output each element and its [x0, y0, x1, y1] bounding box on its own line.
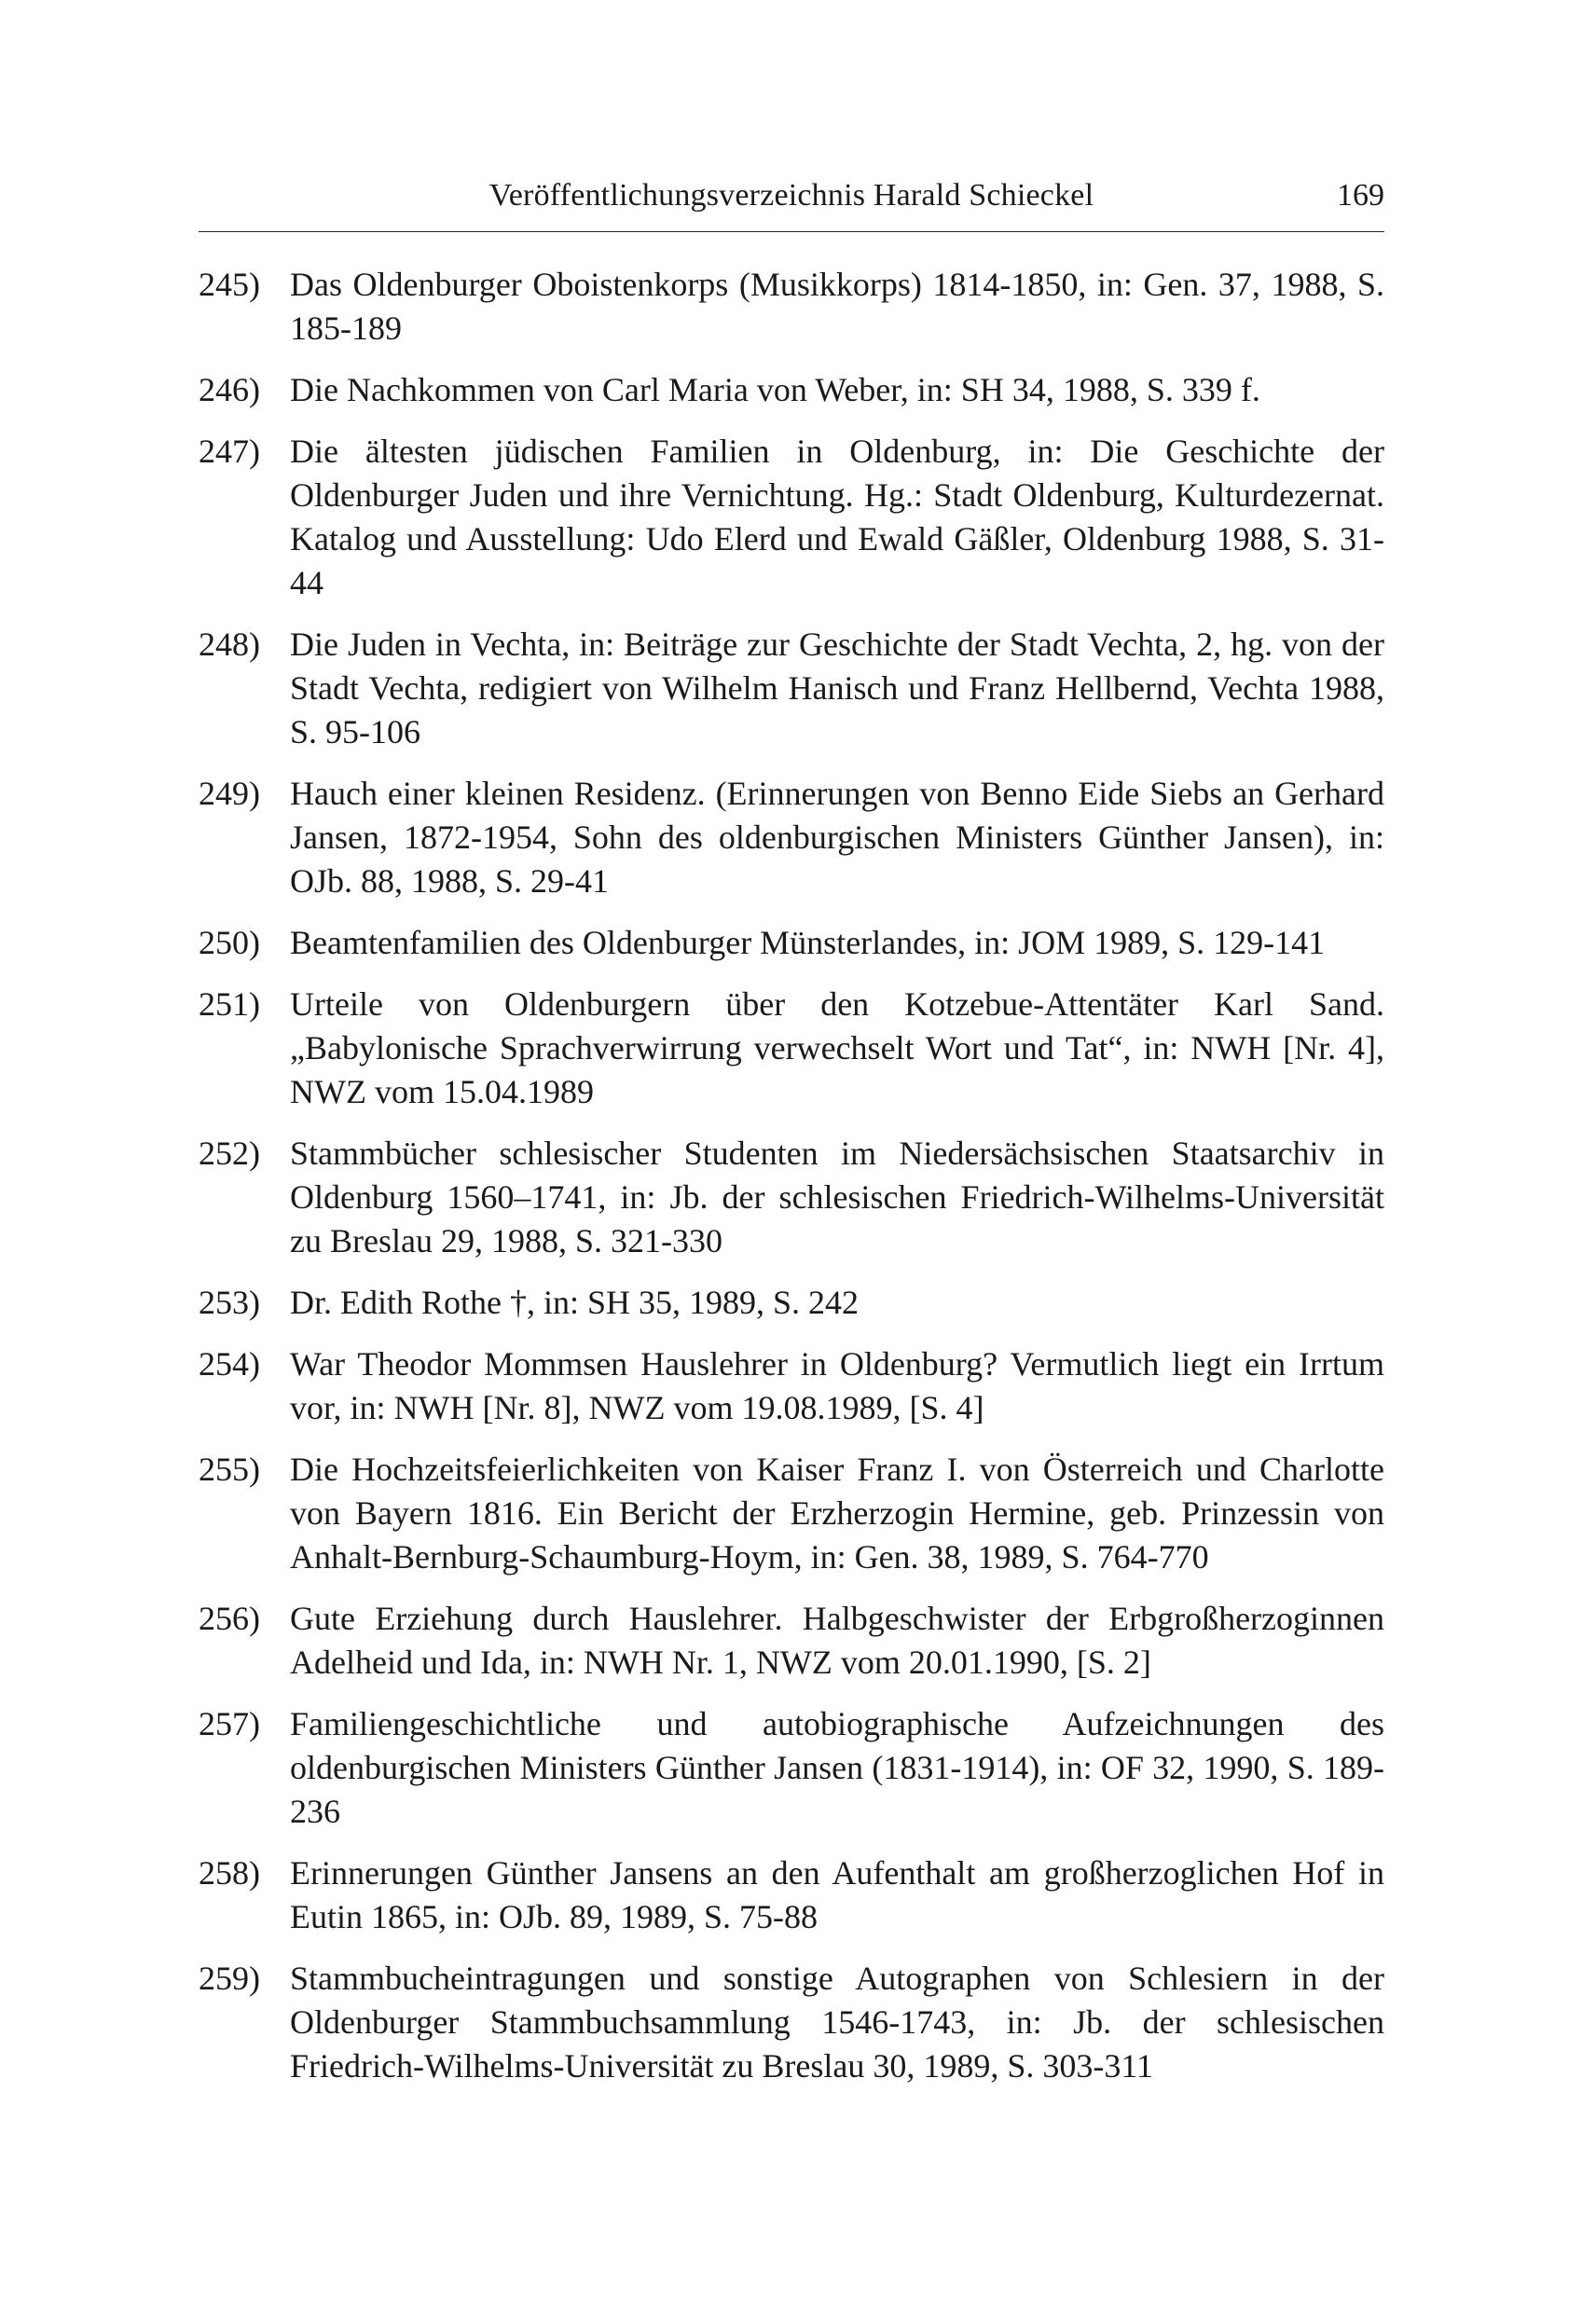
entry-text: Erinnerungen Günther Jansens an den Aufenthalt am großherzoglichen Hof in Eutin 1865, in: OJb. 89, 1989, S. 75-88 — [290, 1854, 1384, 1935]
entry-text: Dr. Edith Rothe †, in: SH 35, 1989, S. 242 — [290, 1284, 860, 1321]
entry-number: 256) — [199, 1600, 260, 1637]
page-number: 169 — [1337, 178, 1384, 213]
running-title: Veröffentlichungsverzeichnis Harald Schieckel — [488, 178, 1094, 213]
entry-number: 259) — [199, 1960, 260, 1997]
bibliography-entry — [199, 772, 1384, 903]
entry-number: 247) — [199, 433, 260, 470]
bibliography-entry — [199, 983, 1384, 1114]
bibliography-entry — [199, 368, 1384, 412]
entry-number: 251) — [199, 985, 260, 1023]
entry-number: 257) — [199, 1705, 260, 1742]
bibliography-entry — [199, 1132, 1384, 1263]
entry-text: Die Hochzeitsfeierlichkeiten von Kaiser Franz I. von Österreich und Charlotte von Bayern 1816. Ein Bericht der Erzherzogin Hermine, geb. Prinzessin von Anhalt-Bernburg-Schaumburg-Hoym, in: Gen. 38, 1989, S. 764-770 — [290, 1451, 1384, 1576]
entry-text: Beamtenfamilien des Oldenburger Münsterlandes, in: JOM 1989, S. 129-141 — [290, 924, 1326, 961]
entry-text: Urteile von Oldenburgern über den Kotzebue-Attentäter Karl Sand. „Babylonische Sprachverwirrung verwechselt Wort und Tat“, in: NWH [Nr. 4], NWZ vom 15.04.1989 — [290, 985, 1384, 1110]
bibliography-entry — [199, 1702, 1384, 1834]
entry-number: 248) — [199, 626, 260, 663]
entry-text: Die ältesten jüdischen Familien in Oldenburg, in: Die Geschichte der Oldenburger Juden und ihre Vernichtung. Hg.: Stadt Oldenburg, Kulturdezernat. Katalog und Ausstellung: Udo Elerd und Ewald Gäßler, Oldenburg 1988, S. 31-44 — [290, 433, 1384, 601]
entry-text: Die Nachkommen von Carl Maria von Weber, in: SH 34, 1988, S. 339 f. — [290, 371, 1260, 408]
entry-text: Gute Erziehung durch Hauslehrer. Halbgeschwister der Erbgroßherzoginnen Adelheid und Ida, in: NWH Nr. 1, NWZ vom 20.01.1990, [S. 2] — [290, 1600, 1384, 1681]
entry-number: 254) — [199, 1345, 260, 1383]
bibliography-entry — [199, 623, 1384, 754]
entry-number: 252) — [199, 1135, 260, 1172]
entry-text: Familiengeschichtliche und autobiographische Aufzeichnungen des oldenburgischen Ministers Günther Jansen (1831-1914), in: OF 32, 1990, S. 189-236 — [290, 1705, 1384, 1830]
entry-text: Stammbucheintragungen und sonstige Autographen von Schlesiern in der Oldenburger Stammbuchsammlung 1546-1743, in: Jb. der schlesischen Friedrich-Wilhelms-Universität zu Breslau 30, 1989, S. 303-311 — [290, 1960, 1384, 2085]
bibliography-entry — [199, 263, 1384, 351]
bibliography-entry — [199, 1342, 1384, 1430]
entry-text: Die Juden in Vechta, in: Beiträge zur Geschichte der Stadt Vechta, 2, hg. von der Stadt Vechta, redigiert von Wilhelm Hanisch und Franz Hellbernd, Vechta 1988, S. 95-106 — [290, 626, 1384, 750]
bibliography-entry — [199, 1597, 1384, 1685]
entry-text: War Theodor Mommsen Hauslehrer in Oldenburg? Vermutlich liegt ein Irrtum vor, in: NWH [Nr. 8], NWZ vom 19.08.1989, [S. 4] — [290, 1345, 1384, 1426]
bibliography-entry — [199, 430, 1384, 605]
entry-number: 258) — [199, 1854, 260, 1892]
bibliography-entry — [199, 921, 1384, 965]
bibliography-entry — [199, 1851, 1384, 1939]
entry-number: 246) — [199, 371, 260, 408]
entry-text: Stammbücher schlesischer Studenten im Niedersächsischen Staatsarchiv in Oldenburg 1560–1741, in: Jb. der schlesischen Friedrich-Wilhelms-Universität zu Breslau 29, 1988, S. 321-330 — [290, 1135, 1384, 1259]
entry-number: 245) — [199, 266, 260, 303]
entry-number: 250) — [199, 924, 260, 961]
entry-number: 253) — [199, 1284, 260, 1321]
entry-number: 249) — [199, 775, 260, 812]
bibliography-entry — [199, 1448, 1384, 1579]
bibliography-entry — [199, 1957, 1384, 2088]
bibliography-entry — [199, 1281, 1384, 1325]
page-header — [199, 175, 1384, 232]
entry-number: 255) — [199, 1451, 260, 1488]
bibliography-list — [199, 263, 1384, 2106]
entry-text: Hauch einer kleinen Residenz. (Erinnerungen von Benno Eide Siebs an Gerhard Jansen, 1872-1954, Sohn des oldenburgischen Ministers Günther Jansen), in: OJb. 88, 1988, S. 29-41 — [290, 775, 1384, 900]
entry-text: Das Oldenburger Oboistenkorps (Musikkorps) 1814-1850, in: Gen. 37, 1988, S. 185-189 — [290, 266, 1384, 347]
